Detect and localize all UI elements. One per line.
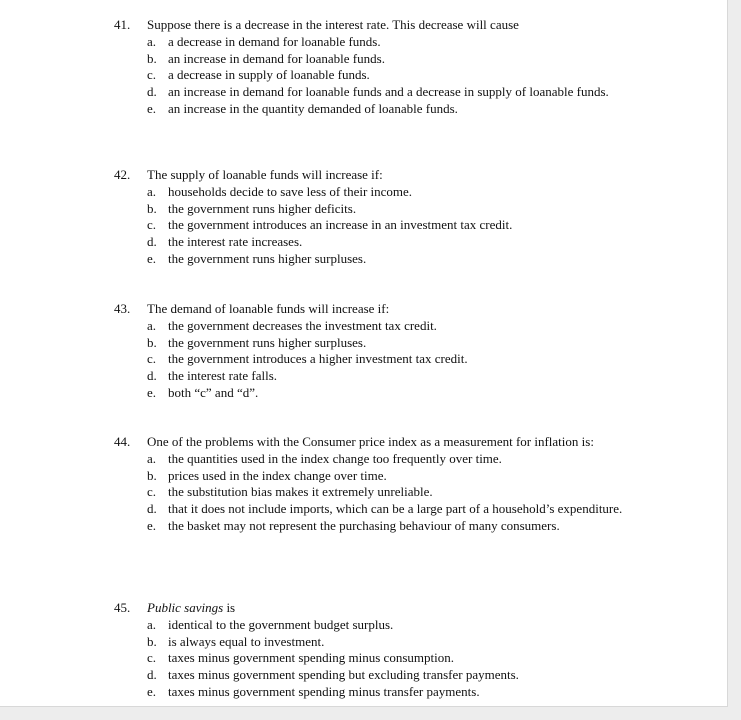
option-e xyxy=(147,251,654,268)
question-stem xyxy=(114,167,654,184)
question-43 xyxy=(114,301,654,402)
option-a xyxy=(147,34,654,51)
option-letter: e. xyxy=(147,100,157,116)
option-d xyxy=(147,667,654,684)
option-text: taxes minus government spending but excluding transfer payments. xyxy=(168,667,519,683)
option-text: the government runs higher surpluses. xyxy=(168,334,367,350)
option-text: taxes minus government spending minus consumption. xyxy=(168,650,454,666)
option-letter: c. xyxy=(147,484,157,500)
question-number: 41. xyxy=(114,17,131,32)
option-letter: b. xyxy=(147,334,157,350)
option-text: the government runs higher deficits. xyxy=(168,200,357,216)
option-b xyxy=(147,51,654,68)
option-text: taxes minus government spending minus transfer payments. xyxy=(168,683,480,699)
option-text: the substitution bias makes it extremely unreliable. xyxy=(168,484,433,500)
question-stem xyxy=(114,600,654,617)
option-letter: a. xyxy=(147,183,157,199)
option-letter: c. xyxy=(147,351,157,367)
option-c xyxy=(147,217,654,234)
option-letter: c. xyxy=(147,67,157,83)
question-stem xyxy=(114,17,654,34)
option-text: prices used in the index change over time. xyxy=(168,467,387,483)
option-b xyxy=(147,201,654,218)
option-a xyxy=(147,617,654,634)
option-letter: d. xyxy=(147,501,157,517)
option-text: the government runs higher surpluses. xyxy=(168,250,367,266)
option-letter: b. xyxy=(147,50,157,66)
option-letter: a. xyxy=(147,616,157,632)
option-d xyxy=(147,84,654,101)
option-c xyxy=(147,650,654,667)
question-text-rest: is xyxy=(223,600,236,615)
option-letter: e. xyxy=(147,683,157,699)
option-letter: c. xyxy=(147,217,157,233)
option-letter: a. xyxy=(147,317,157,333)
option-text: identical to the government budget surplus. xyxy=(168,616,394,632)
question-number: 42. xyxy=(114,167,131,182)
question-text: One of the problems with the Consumer price index as a measurement for inflation is: xyxy=(147,434,594,449)
option-letter: d. xyxy=(147,234,157,250)
option-text: the government decreases the investment tax credit. xyxy=(168,317,437,333)
option-letter: b. xyxy=(147,200,157,216)
option-text: the government introduces an increase in an investment tax credit. xyxy=(168,217,513,233)
option-c xyxy=(147,484,654,501)
option-text: the quantities used in the index change too frequently over time. xyxy=(168,450,502,466)
option-a xyxy=(147,451,654,468)
question-number: 44. xyxy=(114,434,131,449)
option-d xyxy=(147,501,654,518)
question-44 xyxy=(114,434,654,535)
option-text: the basket may not represent the purchasing behaviour of many consumers. xyxy=(168,517,560,533)
option-letter: a. xyxy=(147,33,157,49)
option-c xyxy=(147,67,654,84)
question-41 xyxy=(114,17,654,118)
option-b xyxy=(147,335,654,352)
option-letter: e. xyxy=(147,384,157,400)
option-a xyxy=(147,184,654,201)
question-stem xyxy=(114,301,654,318)
option-e xyxy=(147,101,654,118)
option-text: is always equal to investment. xyxy=(168,633,325,649)
option-e xyxy=(147,385,654,402)
option-c xyxy=(147,351,654,368)
option-text: an increase in the quantity demanded of loanable funds. xyxy=(168,100,458,116)
option-text: a decrease in supply of loanable funds. xyxy=(168,67,370,83)
question-42 xyxy=(114,167,654,268)
option-letter: c. xyxy=(147,650,157,666)
question-term-italic: Public savings xyxy=(147,600,224,615)
option-letter: d. xyxy=(147,667,157,683)
question-number: 43. xyxy=(114,301,131,316)
option-text: an increase in demand for loanable funds. xyxy=(168,50,385,66)
option-e xyxy=(147,684,654,701)
option-d xyxy=(147,368,654,385)
question-text: The demand of loanable funds will increase if: xyxy=(147,301,390,316)
option-text: households decide to save less of their income. xyxy=(168,183,413,199)
option-b xyxy=(147,468,654,485)
option-text: an increase in demand for loanable funds and a decrease in supply of loanable funds. xyxy=(168,84,609,100)
option-text: that it does not include imports, which can be a large part of a household’s expenditure. xyxy=(168,501,623,517)
option-letter: b. xyxy=(147,633,157,649)
option-text: the interest rate increases. xyxy=(168,234,303,250)
option-letter: e. xyxy=(147,517,157,533)
question-text xyxy=(147,600,654,617)
option-text: the interest rate falls. xyxy=(168,368,278,384)
option-text: both “c” and “d”. xyxy=(168,384,259,400)
option-text: a decrease in demand for loanable funds. xyxy=(168,33,381,49)
option-d xyxy=(147,234,654,251)
question-45 xyxy=(114,600,654,701)
option-b xyxy=(147,634,654,651)
question-stem xyxy=(114,434,654,451)
question-text: Suppose there is a decrease in the interest rate. This decrease will cause xyxy=(147,17,519,32)
option-e xyxy=(147,518,654,535)
option-letter: a. xyxy=(147,450,157,466)
question-text: The supply of loanable funds will increase if: xyxy=(147,167,383,182)
option-letter: d. xyxy=(147,84,157,100)
question-number: 45. xyxy=(114,600,131,615)
option-letter: d. xyxy=(147,368,157,384)
option-a xyxy=(147,318,654,335)
option-letter: e. xyxy=(147,250,157,266)
option-text: the government introduces a higher investment tax credit. xyxy=(168,351,468,367)
option-letter: b. xyxy=(147,467,157,483)
